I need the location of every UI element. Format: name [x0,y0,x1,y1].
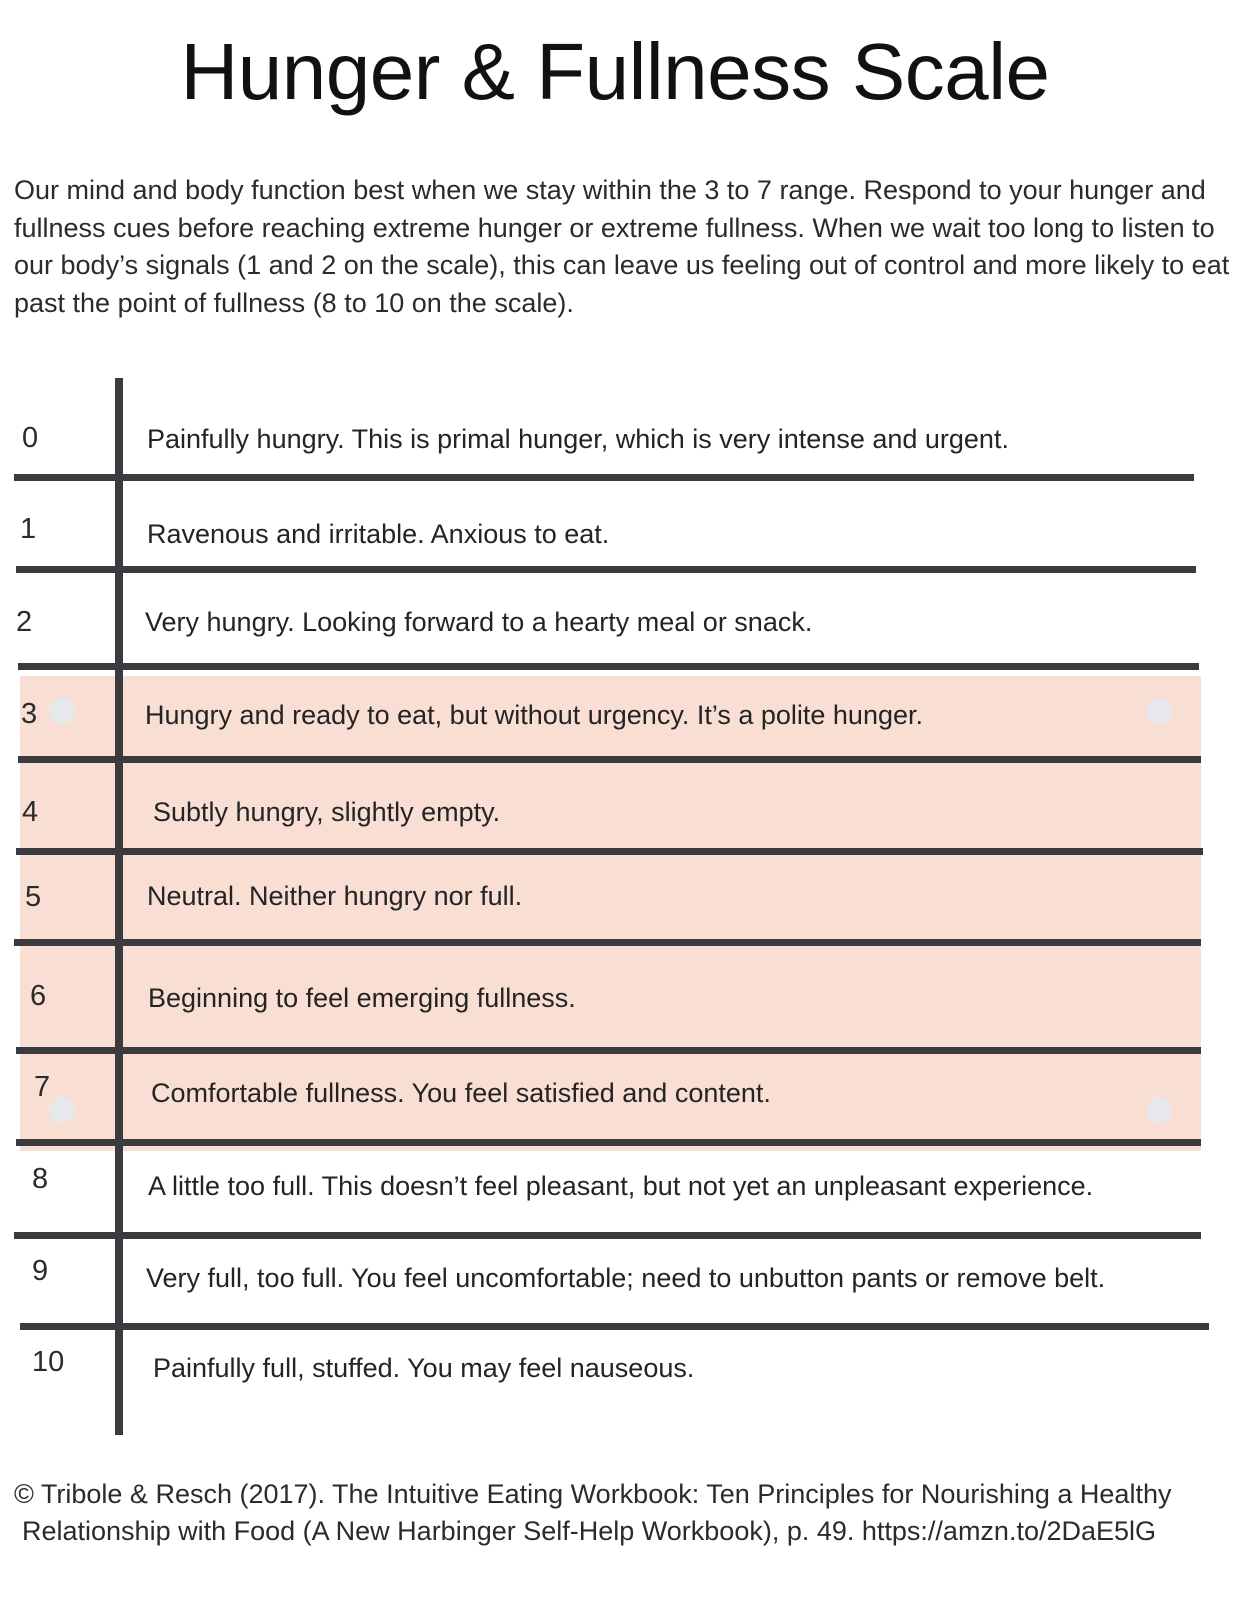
citation-footer [14,1476,1257,1550]
separator [18,663,1199,670]
separator [14,1232,1201,1239]
level-description: Subtly hungry, slightly empty. [153,797,501,827]
range-marker-dot [49,698,75,724]
level-number: 9 [32,1255,49,1287]
level-description: Beginning to feel emerging fullness. [148,983,576,1013]
range-marker-dot [1146,1097,1172,1123]
level-description: Hungry and ready to eat, but without urgency. It’s a polite hunger. [145,700,923,730]
intro-text: Our mind and body function best when we stay within the 3 to 7 range. Respond to your hunger and fullness cues before reaching extreme hunger or extreme fullness. When we wait too long to listen to our body’s signals (1 and 2 on the scale), this can leave us feeling out of control and more likely to eat past the point of fullness (8 to 10 on the scale). [14,175,1230,318]
level-description: Very hungry. Looking forward to a hearty meal or snack. [145,607,813,637]
level-number: 5 [25,881,42,913]
separator [16,1139,1201,1146]
range-marker-dot [49,1097,75,1123]
level-description: Neutral. Neither hungry nor full. [147,881,523,911]
separator [18,756,1201,763]
level-number: 4 [22,796,39,828]
separator [14,474,1194,481]
level-description: A little too full. This doesn’t feel pleasant, but not yet an unpleasant experience. [148,1171,1094,1201]
range-marker-dot [1146,698,1172,724]
separator [16,848,1203,855]
level-number: 10 [32,1346,65,1378]
level-description: Painfully hungry. This is primal hunger, which is very intense and urgent. [147,424,1009,454]
scale-axis [115,378,123,1435]
level-number: 3 [21,698,38,730]
separator [14,939,1201,946]
level-number: 0 [22,422,39,454]
page-title: Hunger & Fullness Scale [180,27,1050,116]
level-number: 8 [32,1163,49,1195]
level-number: 6 [30,980,47,1012]
citation-line: © Tribole & Resch (2017). The Intuitive Eating Workbook: Ten Principles for Nourishing a Healthy [14,1479,1172,1509]
level-number: 7 [34,1071,51,1103]
level-description: Ravenous and irritable. Anxious to eat. [147,519,610,549]
separator [16,1047,1201,1054]
level-description: Painfully full, stuffed. You may feel nauseous. [153,1353,695,1383]
level-description: Comfortable fullness. You feel satisfied and content. [151,1078,771,1108]
citation-line: Relationship with Food (A New Harbinger Self-Help Workbook), p. 49. https://amzn.to/2DaE5lG [22,1516,1157,1546]
level-number: 1 [20,513,37,545]
level-number: 2 [16,606,33,638]
separator [20,1323,1209,1330]
separator [16,566,1196,573]
level-description: Very full, too full. You feel uncomfortable; need to unbutton pants or remove belt. [146,1263,1106,1293]
